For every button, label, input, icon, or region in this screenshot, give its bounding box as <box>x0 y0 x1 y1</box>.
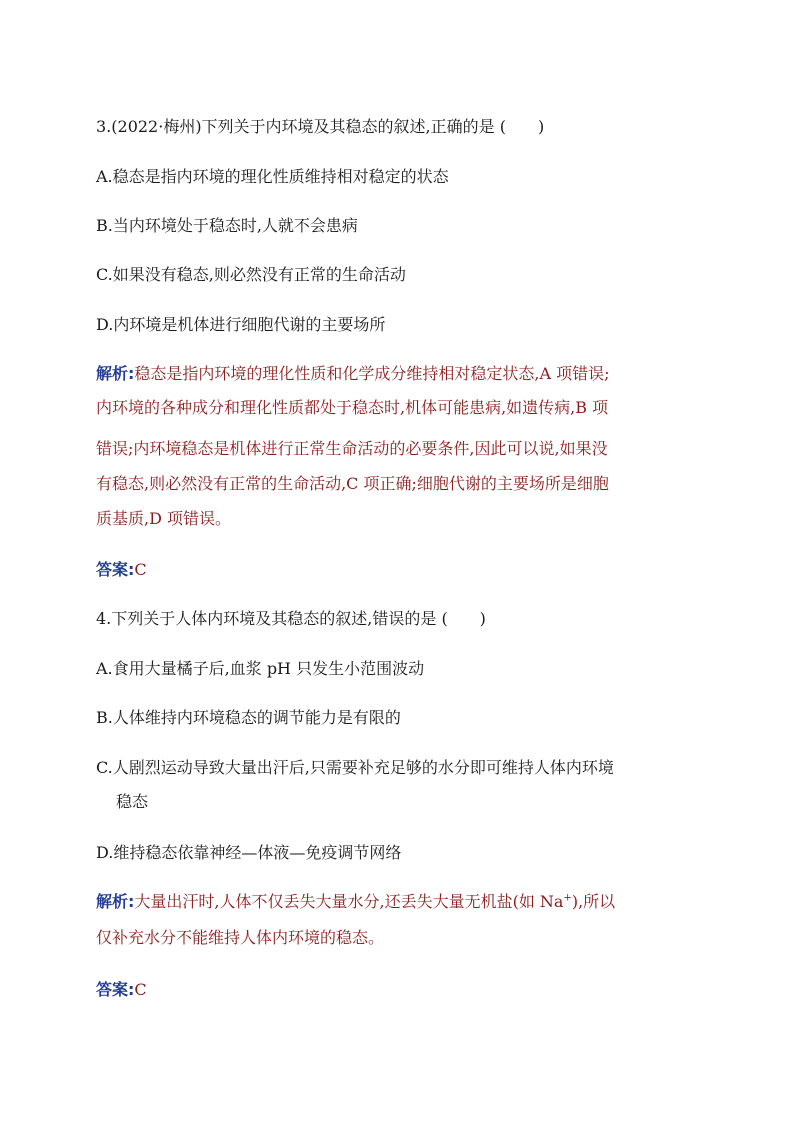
q4-answer-label: 答案: <box>96 980 135 999</box>
q3-analysis-line-1 <box>96 364 704 384</box>
q3-answer <box>96 560 704 580</box>
q4-analysis-label: 解析: <box>96 892 135 911</box>
q4-analysis-line-1 <box>96 892 704 912</box>
q3-analysis-line-5: 质基质,D 项错误。 <box>96 509 232 528</box>
q3-analysis-line-2: 内环境的各种成分和理化性质都处于稳态时,机体可能患病,如遗传病,B 项 <box>96 398 609 417</box>
q3-option-a: A.稳态是指内环境的理化性质维持相对稳定的状态 <box>96 167 449 186</box>
q4-option-a: A.食用大量橘子后,血浆 pH 只发生小范围波动 <box>96 659 425 678</box>
q4-analysis-text-post: ),所以 <box>571 892 616 911</box>
q4-analysis-text-pre: 大量出汗时,人体不仅丢失大量水分,还丢失大量无机盐(如 Na <box>134 892 564 911</box>
q3-analysis-label: 解析: <box>96 364 135 383</box>
q3-stem: 3.(2022·梅州)下列关于内环境及其稳态的叙述,正确的是 ( ) <box>96 117 545 136</box>
q4-option-b: B.人体维持内环境稳态的调节能力是有限的 <box>96 708 401 727</box>
q4-option-d: D.维持稳态依靠神经—体液—免疫调节网络 <box>96 843 402 862</box>
q4-answer-value: C <box>134 980 147 999</box>
q3-analysis-line-4: 有稳态,则必然没有正常的生命活动,C 项正确;细胞代谢的主要场所是细胞 <box>96 474 609 493</box>
q4-answer <box>96 980 704 1000</box>
q3-analysis-line-3: 错误;内环境稳态是机体进行正常生命活动的必要条件,因此可以说,如果没 <box>96 439 608 458</box>
q3-option-b: B.当内环境处于稳态时,人就不会患病 <box>96 216 358 235</box>
q3-option-c: C.如果没有稳态,则必然没有正常的生命活动 <box>96 265 406 284</box>
q3-answer-label: 答案: <box>96 560 135 579</box>
q4-stem: 4.下列关于人体内环境及其稳态的叙述,错误的是 ( ) <box>96 609 486 628</box>
q4-analysis-line-2: 仅补充水分不能维持人体内环境的稳态。 <box>96 928 385 947</box>
q4-option-c-line-1: C.人剧烈运动导致大量出汗后,只需要补充足够的水分即可维持人体内环境 <box>96 758 614 777</box>
q3-answer-value: C <box>134 560 147 579</box>
q4-option-c-line-2: 稳态 <box>116 792 149 811</box>
q3-analysis-text: 稳态是指内环境的理化性质和化学成分维持相对稳定状态,A 项错误; <box>134 364 610 383</box>
q4-analysis-superscript: + <box>563 892 572 904</box>
q3-option-d: D.内环境是机体进行细胞代谢的主要场所 <box>96 315 386 334</box>
